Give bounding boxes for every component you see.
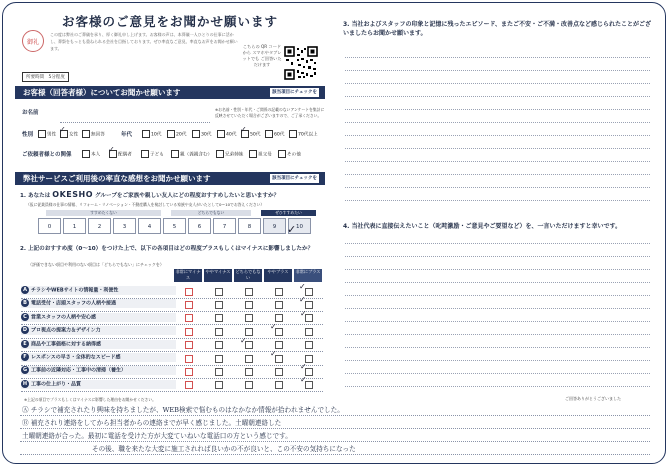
checkbox[interactable]	[141, 150, 149, 158]
scale-option-8[interactable]	[238, 218, 261, 234]
relation-option-other[interactable]	[278, 150, 301, 158]
rating-checkbox[interactable]	[245, 301, 253, 309]
row-label: チラシやWEBサイトの情報量・利便性	[31, 287, 119, 294]
answer-line[interactable]	[345, 148, 650, 149]
rating-checkbox[interactable]	[185, 368, 193, 376]
answer-line[interactable]	[20, 454, 650, 455]
rating-checkbox[interactable]	[275, 301, 283, 309]
handwritten-line: Ⓑ 補充されり連絡をしてから担当者からの連絡までが早く感じました。土曜朝連絡した	[22, 419, 282, 427]
question-3: 3. 当社およびスタッフの印象と記憶に残ったエピソード、またご不安・ご不満・改善点など感じられたことがございましたらお聞かせ願います。	[343, 21, 652, 37]
rating-checkbox[interactable]	[215, 341, 223, 349]
check-mark-icon: ✓	[300, 309, 307, 318]
answer-line[interactable]	[345, 347, 650, 348]
scale-value: 8	[247, 224, 252, 230]
check-mark-icon: ✓	[300, 375, 307, 384]
question-4: 4. 当社代表に直接伝えたいこと（叱咤激励・ご意見やご要望など）を、一言いただけますと幸いです。	[343, 223, 622, 230]
rating-checkbox[interactable]	[305, 301, 313, 309]
answer-line[interactable]	[345, 187, 650, 188]
row-letter-badge: D	[22, 327, 28, 334]
gender-label: 性別	[22, 132, 34, 138]
column-header-2: どちらでもない	[235, 269, 261, 280]
rating-checkbox[interactable]	[275, 341, 283, 349]
scale-value: 5	[172, 224, 177, 230]
option-label: 兄弟姉妹	[225, 152, 244, 158]
option-label: 配偶者	[118, 152, 132, 158]
time-required: 所要時間 5分程度	[22, 72, 69, 82]
option-label: 20代	[176, 132, 187, 138]
option-label: 50代	[250, 132, 261, 138]
scale-option-4[interactable]	[138, 218, 161, 234]
scale-value: 3	[122, 224, 127, 230]
section1-check-hint: 該当項目にチェックを	[272, 90, 317, 95]
relation-option-self[interactable]	[82, 150, 100, 158]
thanks-text: ご回答ありがとうございました	[565, 396, 621, 401]
rating-checkbox[interactable]	[275, 381, 283, 389]
answer-line[interactable]	[345, 373, 650, 374]
answer-line[interactable]	[20, 428, 650, 429]
handwritten-line: 土曜朝連絡が合った。最初に電話を受けた方が大変ていねいな電話口の方という感じです。	[22, 432, 292, 440]
q1-prefix: 1. あなたは	[20, 193, 51, 199]
check-mark-icon: ✓	[59, 125, 66, 134]
age-option-40[interactable]	[217, 130, 236, 138]
rating-checkbox[interactable]	[185, 328, 193, 336]
row-letter-badge: C	[21, 313, 29, 321]
rating-checkbox[interactable]	[245, 368, 253, 376]
age-option-60[interactable]	[265, 130, 284, 138]
row-divider	[21, 338, 323, 339]
scale-option-2[interactable]	[88, 218, 111, 234]
name-note: ※お名前・性別・年代・ご関係の記載のないアンケートを集計に反映させていただく場合がございますので、ご了承ください。	[215, 107, 325, 118]
recommend-scale	[26, 210, 326, 238]
rating-checkbox[interactable]	[215, 328, 223, 336]
name-field[interactable]	[60, 122, 210, 123]
rating-checkbox[interactable]	[215, 381, 223, 389]
row-label: 営業スタッフの人柄や安心感	[31, 314, 97, 321]
rating-checkbox[interactable]	[305, 341, 313, 349]
scale-group-positive: ぜひすすめたい	[261, 210, 316, 216]
check-mark-icon: ✓	[299, 295, 306, 304]
question-1	[20, 190, 330, 199]
table-row	[21, 286, 176, 295]
option-label: 男性	[47, 132, 57, 138]
answer-line[interactable]	[345, 161, 650, 162]
seal-icon	[22, 30, 44, 52]
answer-line[interactable]	[345, 360, 650, 361]
check-mark-icon: ✓	[270, 322, 277, 331]
checkbox[interactable]	[192, 130, 200, 138]
column-header-0: 非常にマイナス	[175, 269, 201, 280]
answer-line[interactable]	[345, 135, 650, 136]
scale-group-neutral: どちらでもない	[171, 210, 251, 216]
table-row	[21, 380, 176, 389]
option-label: 40代	[226, 132, 237, 138]
qr-code-icon[interactable]	[284, 46, 318, 80]
scale-value: 0	[47, 224, 52, 230]
table-row	[21, 340, 176, 349]
column-header-4: 非常にプラス	[294, 269, 322, 282]
checkbox[interactable]	[217, 130, 225, 138]
checkbox[interactable]	[82, 150, 90, 158]
scale-option-1[interactable]	[63, 218, 86, 234]
rating-checkbox[interactable]	[245, 314, 253, 322]
checkbox[interactable]	[278, 150, 286, 158]
check-mark-icon: ✓	[300, 362, 307, 371]
checkbox[interactable]	[289, 130, 297, 138]
relation-label: ご依頼者様との関係	[22, 152, 72, 158]
check-mark-icon: ✓	[240, 125, 247, 134]
rating-checkbox[interactable]	[275, 368, 283, 376]
scale-value: 7	[222, 224, 227, 230]
age-label: 年代	[121, 132, 133, 138]
intro-text: この度は弊社のご葬儀を承り、厚く御礼申し上げます。お客様の声は、本葬儀一人ひとりの仕事に活かし、葬祭をもっとも重ねられる会社を目指しております。ぜひ率直なご意見、率直なお声をお聞かせ願います。	[50, 32, 238, 51]
row-label: 工事の仕上がり・品質	[31, 381, 82, 388]
row-letter-badge: G	[22, 367, 28, 374]
option-label: その他	[287, 152, 301, 158]
row-divider	[21, 298, 323, 299]
answer-line[interactable]	[345, 386, 650, 387]
q1-note: （仮に従業員様の仕事の情報、リフォーム・リノベーション・不動産購入を検討している家族や友人がいたとして0〜10でお答えください）	[26, 202, 265, 207]
scale-value: 9	[272, 224, 277, 230]
scale-option-7[interactable]	[213, 218, 236, 234]
row-divider	[21, 391, 323, 392]
q1-suffix: グループをご家族や親しい友人にどの程度おすすめしたいと思いますか？	[94, 193, 280, 199]
scale-option-6[interactable]	[188, 218, 211, 234]
row-label: レスポンスの早さ・全体的なスピード感	[31, 354, 121, 361]
row-letter-badge: E	[21, 340, 29, 348]
answer-line[interactable]	[345, 57, 650, 58]
age-option-70[interactable]	[289, 130, 318, 138]
rating-checkbox[interactable]	[275, 288, 283, 296]
answer-line[interactable]	[345, 321, 650, 322]
answer-line[interactable]	[345, 96, 650, 97]
rating-checkbox[interactable]	[215, 355, 223, 363]
column-header-3: ややプラス	[264, 269, 292, 282]
scale-value: 1	[72, 224, 77, 230]
check-mark-icon: ✓	[108, 145, 115, 154]
row-divider	[21, 365, 323, 366]
check-mark-icon: ✓	[270, 349, 277, 358]
rating-checkbox[interactable]	[245, 328, 253, 336]
scale-value: 10	[296, 224, 303, 230]
age-option-10[interactable]	[142, 130, 161, 138]
rating-checkbox[interactable]	[185, 341, 193, 349]
row-divider	[21, 351, 323, 352]
checkbox[interactable]	[142, 130, 150, 138]
relation-option-parent[interactable]	[171, 150, 212, 158]
row-divider	[21, 378, 323, 379]
rating-checkbox[interactable]	[185, 288, 193, 296]
answer-line[interactable]	[345, 243, 650, 244]
relation-option-sibling[interactable]	[216, 150, 243, 158]
answer-line[interactable]	[345, 122, 650, 123]
option-label: 30代	[201, 132, 212, 138]
rating-checkbox[interactable]	[215, 368, 223, 376]
checkbox[interactable]	[38, 130, 46, 138]
table-row	[21, 366, 176, 375]
seal-text: 御礼	[26, 38, 39, 46]
row-label: 工事前の近隣対応・工事中の清掃（養生）	[31, 367, 127, 374]
option-label: 60代	[274, 132, 285, 138]
relation-option-child[interactable]	[141, 150, 164, 158]
scale-option-3[interactable]	[113, 218, 136, 234]
question-2: 2. 上記のおすすめ度（0〜10）をつけた上で、以下の各項目はどの程度プラスもしくはマイナスに影響しましたか？	[20, 246, 314, 252]
column-header-1: ややマイナス	[204, 269, 232, 282]
answer-line[interactable]	[20, 415, 650, 416]
rating-checkbox[interactable]	[215, 301, 223, 309]
rating-checkbox[interactable]	[215, 314, 223, 322]
answer-line[interactable]	[345, 200, 650, 201]
row-letter-badge: B	[21, 299, 29, 307]
handwritten-line: その後、職を来たな大変に施工されれば良いかの不が良いと、この不安の気持ちになった	[92, 445, 356, 453]
answer-line[interactable]	[345, 282, 650, 283]
brand-name: OKESHO	[52, 190, 94, 199]
checkbox[interactable]	[171, 150, 179, 158]
scale-group-negative: すすめたくない	[46, 210, 161, 216]
option-label: 無回答	[91, 132, 105, 138]
section2-check-hint: 該当項目にチェックを	[272, 176, 317, 181]
answer-line[interactable]	[345, 174, 650, 175]
option-label: 10代	[151, 132, 162, 138]
answer-line[interactable]	[345, 269, 650, 270]
section2-title: 弊社サービスご利用後の率直な感想をお聞かせ願います	[23, 174, 211, 183]
gender-option-none[interactable]	[82, 130, 105, 138]
row-label: 電話受付・店頭スタッフの人柄や接遇	[31, 300, 117, 307]
row-letter-badge: F	[21, 353, 29, 361]
answer-line[interactable]	[345, 256, 650, 257]
answer-line[interactable]	[345, 295, 650, 296]
option-label: 親（義親含む）	[180, 152, 213, 158]
table-row	[21, 353, 176, 362]
answer-line[interactable]	[345, 308, 650, 309]
scale-option-9[interactable]	[263, 218, 286, 234]
scale-value: 4	[147, 224, 152, 230]
rating-checkbox[interactable]	[245, 355, 253, 363]
scale-value: 6	[197, 224, 202, 230]
name-label: お名前	[22, 110, 39, 116]
row-letter-badge: A	[21, 286, 29, 294]
checkbox[interactable]	[82, 130, 90, 138]
table-row	[21, 326, 176, 335]
check-mark-icon: ✓	[287, 223, 297, 236]
table-row	[21, 313, 176, 322]
rating-checkbox[interactable]	[185, 301, 193, 309]
section1-header	[15, 86, 325, 99]
handwritten-line: Ⓐ チラシで補充されたり興味を持ちましたが、WEB検索で悩むものはなかなか情報が拾われませんでした。	[22, 406, 344, 414]
answer-line[interactable]	[345, 70, 650, 71]
row-letter-badge: H	[22, 380, 28, 387]
check-mark-icon: ✓	[299, 282, 306, 291]
checkbox[interactable]	[167, 130, 175, 138]
rating-checkbox[interactable]	[305, 328, 313, 336]
rating-checkbox[interactable]	[185, 355, 193, 363]
rating-checkbox[interactable]	[185, 381, 193, 389]
checkbox[interactable]	[249, 150, 257, 158]
scale-value: 2	[97, 224, 102, 230]
scale-option-0[interactable]	[38, 218, 61, 234]
row-label: プロ視点の提案力＆デザイン力	[31, 327, 101, 334]
rating-checkbox[interactable]	[245, 288, 253, 296]
rating-checkbox[interactable]	[185, 314, 193, 322]
scale-option-5[interactable]	[163, 218, 186, 234]
checkbox[interactable]	[216, 150, 224, 158]
row-label: 商品や工事価格に対する納得感	[31, 341, 102, 348]
answer-line[interactable]	[20, 441, 650, 442]
relation-option-grandparent[interactable]	[249, 150, 272, 158]
age-option-30[interactable]	[192, 130, 211, 138]
check-mark-icon: ✓	[240, 336, 247, 345]
checkbox[interactable]	[265, 130, 273, 138]
option-label: 祖父母	[258, 152, 272, 158]
option-label: 子ども	[150, 152, 164, 158]
option-label: 女性	[69, 132, 79, 138]
answer-line[interactable]	[345, 334, 650, 335]
option-label: 70代以上	[298, 132, 318, 138]
answer-line[interactable]	[345, 109, 650, 110]
age-option-20[interactable]	[167, 130, 186, 138]
row-divider	[21, 311, 323, 312]
row-divider	[21, 324, 323, 325]
qr-caption: こちらの QR コードから スマホやタブレットでも ご回答いただけます	[242, 44, 282, 67]
rating-checkbox[interactable]	[305, 288, 313, 296]
q2-note: （評価できない項目や利用のない項目は「どちらでもない」にチェックを）	[28, 262, 164, 267]
answer-line[interactable]	[345, 83, 650, 84]
rating-checkbox[interactable]	[245, 381, 253, 389]
scale-cells	[26, 218, 326, 236]
footnote: ※上記の項目でプラスもしくはマイナスに影響した理由をお聞かせください。	[24, 397, 156, 402]
table-row	[21, 299, 176, 308]
gender-option-male[interactable]	[38, 130, 56, 138]
section1-title: お客様（回答者様）についてお聞かせ願います	[23, 88, 181, 97]
option-label: 本人	[91, 152, 101, 158]
section2-header	[15, 172, 325, 185]
rating-checkbox[interactable]	[215, 288, 223, 296]
page-title: お客様のご意見をお聞かせ願います	[61, 14, 278, 29]
